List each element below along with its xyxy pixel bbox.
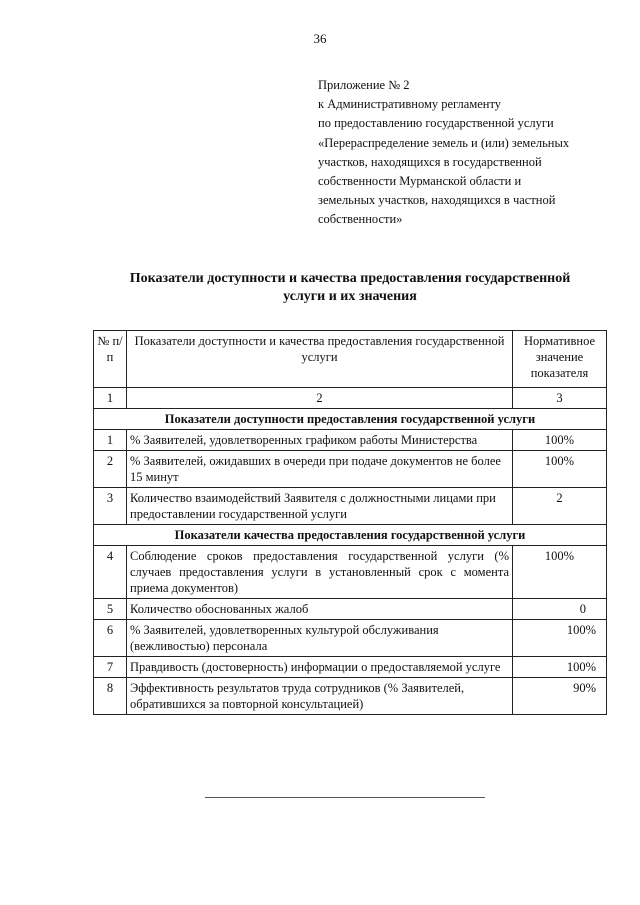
appendix-line: по предоставлению государственной услуги [318, 116, 554, 131]
table-row [94, 620, 607, 657]
column-number: 1 [94, 388, 127, 409]
column-numbers-row [94, 388, 607, 409]
appendix-line: земельных участков, находящихся в частной [318, 193, 556, 208]
appendix-line: Приложение № 2 [318, 78, 410, 92]
column-number: 3 [513, 388, 607, 409]
table-row [94, 678, 607, 715]
row-number: 4 [94, 546, 127, 599]
row-value: 0 [513, 599, 607, 620]
page-number: 36 [313, 31, 327, 46]
table-row [94, 546, 607, 599]
appendix-line: участков, находящихся в государственной [318, 154, 542, 169]
row-value: 100% [513, 657, 607, 678]
row-indicator: % Заявителей, удовлетворенных графиком работы Министерства [127, 430, 513, 451]
row-indicator: % Заявителей, удовлетворенных культурой обслуживания (вежливостью) персонала [127, 620, 513, 657]
row-value: 100% [513, 430, 607, 451]
indicators-table [93, 330, 607, 715]
table-row [94, 599, 607, 620]
section-row [94, 409, 607, 430]
title-line: услуги и их значения [283, 289, 417, 304]
appendix-header [318, 76, 618, 230]
section-row [94, 525, 607, 546]
document-title [90, 270, 610, 306]
row-number: 5 [94, 599, 127, 620]
column-number: 2 [127, 388, 513, 409]
section-heading: Показатели доступности предоставления государственной услуги [94, 409, 607, 430]
header-num: № п/п [94, 331, 127, 388]
header-indicator: Показатели доступности и качества предоставления государственной услуги [127, 331, 513, 388]
title-line: Показатели доступности и качества предоставления государственной [129, 271, 571, 286]
row-indicator: Эффективность результатов труда сотрудников (% Заявителей, обратившихся за повторной консультацией) [127, 678, 513, 715]
row-value: 100% [513, 546, 607, 599]
row-number: 8 [94, 678, 127, 715]
appendix-line: «Перераспределение земель и (или) земельных [318, 135, 570, 150]
table-row [94, 451, 607, 488]
table-row [94, 488, 607, 525]
appendix-line: собственности» [318, 212, 403, 227]
table-row [94, 657, 607, 678]
appendix-line: собственности Мурманской области и [318, 174, 522, 189]
footer-divider [205, 797, 485, 798]
row-value: 100% [513, 451, 607, 488]
row-number: 7 [94, 657, 127, 678]
header-value: Нормативное значение показателя [513, 331, 607, 388]
appendix-line: к Административному регламенту [318, 97, 502, 112]
row-number: 6 [94, 620, 127, 657]
row-indicator: Соблюдение сроков предоставления государственной услуги (% случаев предоставления услуги в установленный срок с момента приема документов) [127, 546, 513, 599]
row-number: 3 [94, 488, 127, 525]
row-indicator: Количество взаимодействий Заявителя с должностными лицами при предоставлении государственной услуги [127, 488, 513, 525]
table-header-row [94, 331, 607, 388]
row-value: 100% [513, 620, 607, 657]
row-value: 90% [513, 678, 607, 715]
row-number: 1 [94, 430, 127, 451]
row-indicator: % Заявителей, ожидавших в очереди при подаче документов не более 15 минут [127, 451, 513, 488]
row-indicator: Количество обоснованных жалоб [127, 599, 513, 620]
section-heading: Показатели качества предоставления государственной услуги [94, 525, 607, 546]
row-number: 2 [94, 451, 127, 488]
row-value: 2 [513, 488, 607, 525]
row-indicator: Правдивость (достоверность) информации о предоставляемой услуге [127, 657, 513, 678]
table-row [94, 430, 607, 451]
